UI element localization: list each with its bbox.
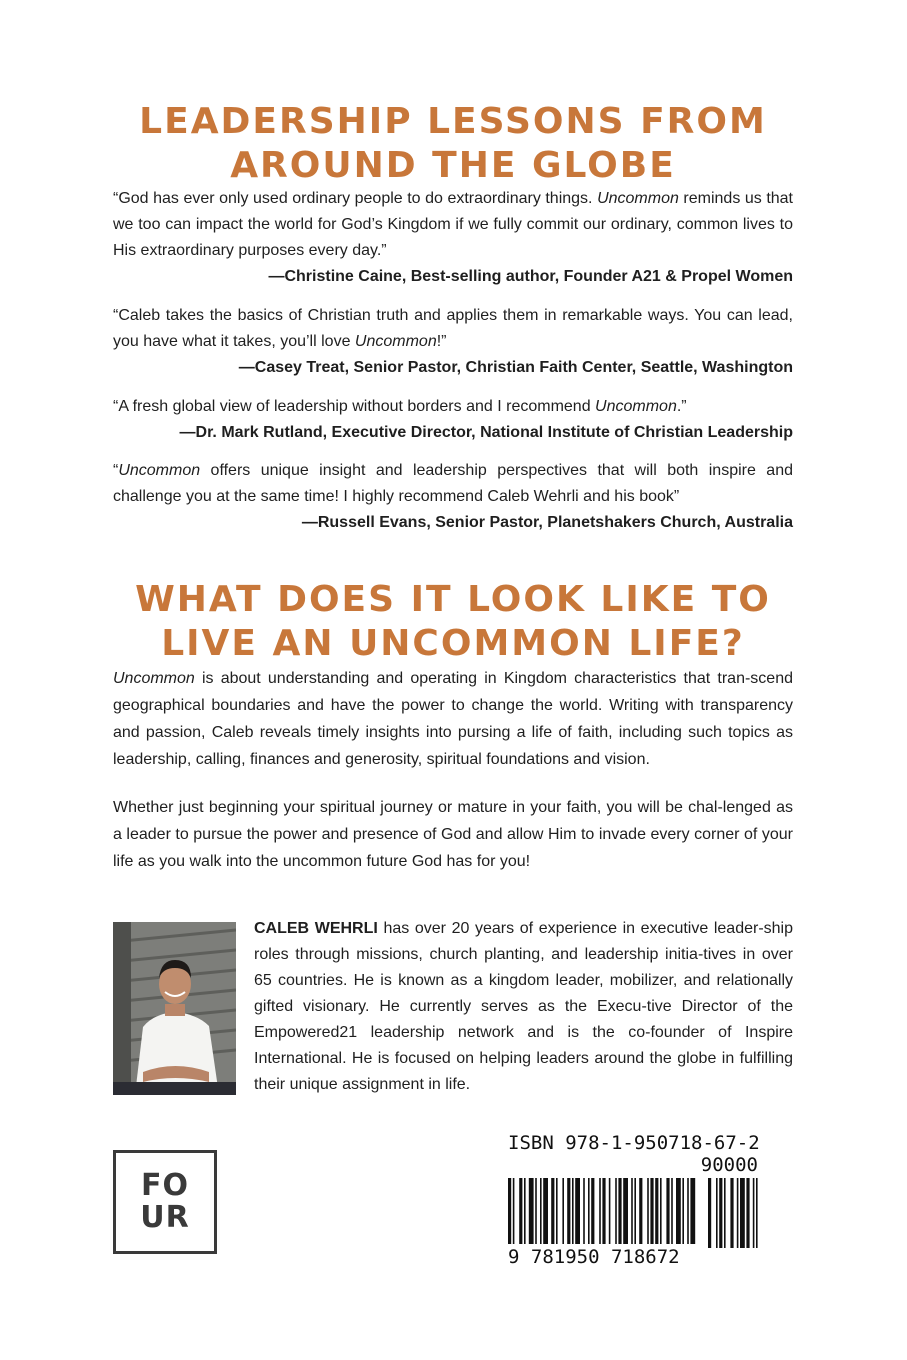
endorsement-quote: [113, 394, 793, 446]
quote-text: reminds us that we too can impact the world for God’s Kingdom if we fully commit our ordinary, common lives to His extraordinary purposes every day.”: [113, 190, 794, 259]
barcode-bar: [634, 1178, 636, 1244]
barcode-bar: [540, 1178, 542, 1244]
quote-text: .”: [676, 398, 687, 415]
bio-text: has over 20 years of experience in executive leader-ship roles through missions, church planting, and leadership initia-tives in over 65 countries. He is known as a kingdom leader, mobilizer, and relationally gifted visionary. He currently serves as the Execu-tive Director of the Empowered21 leadership network and is the co-founder of Inspire International. He is focused on helping leaders around the globe in fulfilling their unique assignment in life.: [254, 920, 794, 1093]
book-title: Uncommon: [595, 398, 677, 415]
addon-bar: [708, 1178, 711, 1248]
author-photo-image: [113, 922, 236, 1095]
author-bio: [254, 916, 793, 1098]
barcode-bar: [647, 1178, 649, 1244]
paragraph-text: is about understanding and operating in Kingdom characteristics that tran-scend geographical boundaries and have the power to change the world. Writing with transparency and passion, Caleb reveals timely insights into pursing a life of faith, including such topics as leadership, calling, finances and generosity, spiritual foundations and vision.: [113, 670, 793, 768]
quote-text: “Caleb takes the basics of Christian truth and applies them in remarkable ways. You can lead, you have what it takes, you’ll love: [113, 307, 793, 350]
addon-bar: [737, 1178, 739, 1248]
description-paragraph: [113, 794, 793, 875]
endorsement-quote: [113, 303, 793, 381]
addon-bar: [719, 1178, 722, 1248]
barcode-bar: [543, 1178, 548, 1244]
barcode-bar: [639, 1178, 642, 1244]
heading-line-2: LIVE AN UNCOMMON LIFE?: [161, 623, 745, 664]
barcode-bar: [650, 1178, 653, 1244]
logo-line-1: FO: [141, 1168, 189, 1203]
barcode-bar: [623, 1178, 628, 1244]
barcode-bar: [682, 1178, 684, 1244]
barcode-bar: [618, 1178, 621, 1244]
barcode-bar: [599, 1178, 601, 1244]
publisher-logo: [113, 1150, 217, 1254]
addon-bar: [740, 1178, 745, 1248]
barcode-bar: [666, 1178, 669, 1244]
barcode-bar: [508, 1178, 511, 1244]
quote-text: “God has ever only used ordinary people to do extraordinary things.: [113, 190, 598, 207]
quote-attribution: —Christine Caine, Best-selling author, Founder A21 & Propel Women: [268, 268, 793, 285]
barcode-bar: [567, 1178, 570, 1244]
addon-bar: [716, 1178, 718, 1248]
addon-bar: [753, 1178, 755, 1248]
book-title: Uncommon: [597, 190, 679, 207]
isbn-barcode: [508, 1132, 798, 1272]
author-photo: [113, 922, 236, 1095]
barcode-bar: [615, 1178, 617, 1244]
barcode-bar: [556, 1178, 558, 1244]
quote-attribution: —Russell Evans, Senior Pastor, Planetshakers Church, Australia: [301, 514, 793, 531]
barcode-digits: 9 781950 718672: [508, 1246, 680, 1268]
barcode-bar: [671, 1178, 673, 1244]
barcode-bar: [690, 1178, 695, 1244]
barcode-bar: [631, 1178, 633, 1244]
barcode-bar: [676, 1178, 681, 1244]
barcode-bar: [551, 1178, 554, 1244]
author-name: CALEB WEHRLI: [254, 920, 378, 937]
quote-text: “A fresh global view of leadership without borders and I recommend: [113, 398, 596, 415]
barcode-bar: [529, 1178, 534, 1244]
book-title: Uncommon: [354, 333, 437, 350]
barcode-bar: [660, 1178, 662, 1244]
barcode-bar: [602, 1178, 605, 1244]
logo-line-2: UR: [140, 1200, 190, 1235]
isbn-label: ISBN 978-1-950718-67-2: [508, 1132, 760, 1154]
barcode-bar: [588, 1178, 590, 1244]
barcode-bar: [687, 1178, 689, 1244]
paragraph-text: Whether just beginning your spiritual journey or mature in your faith, you will be chal-lenged as a leader to pursue the power and presence of God and allow Him to invade every corner of your life as you walk into the uncommon future God has for you!: [113, 799, 793, 870]
barcode-bar: [583, 1178, 585, 1244]
barcode-bar: [562, 1178, 564, 1244]
barcode-bar: [524, 1178, 526, 1244]
heading-line-2: AROUND THE GLOBE: [230, 145, 676, 186]
book-title: Uncommon: [113, 670, 195, 687]
barcode-bar: [513, 1178, 515, 1244]
price-addon: 90000: [700, 1154, 758, 1176]
addon-bar: [746, 1178, 749, 1248]
addon-bar: [756, 1178, 758, 1248]
quote-text: !”: [436, 333, 447, 350]
barcode-bar: [609, 1178, 611, 1244]
description-paragraph: [113, 665, 793, 773]
heading-uncommon-life: [113, 578, 793, 666]
heading-leadership-lessons: [113, 100, 793, 188]
heading-line-1: LEADERSHIP LESSONS FROM: [139, 101, 767, 142]
quote-text: “: [113, 462, 119, 479]
heading-line-1: WHAT DOES IT LOOK LIKE TO: [135, 579, 771, 620]
barcode-bars: [508, 1178, 798, 1248]
quote-text: offers unique insight and leadership perspectives that will both inspire and challenge you at the same time! I highly recommend Caleb Wehrli and his book”: [113, 462, 793, 505]
addon-bar: [730, 1178, 733, 1248]
barcode-bar: [591, 1178, 594, 1244]
barcode-bar: [655, 1178, 658, 1244]
endorsement-quote: [113, 458, 793, 536]
addon-bar: [724, 1178, 726, 1248]
quote-attribution: —Dr. Mark Rutland, Executive Director, National Institute of Christian Leadership: [179, 424, 793, 441]
barcode-bar: [535, 1178, 537, 1244]
book-title: Uncommon: [118, 462, 201, 479]
barcode-bar: [575, 1178, 580, 1244]
barcode-bar: [519, 1178, 522, 1244]
barcode-bar: [572, 1178, 574, 1244]
quote-attribution: —Casey Treat, Senior Pastor, Christian Faith Center, Seattle, Washington: [238, 359, 793, 376]
endorsement-quote: [113, 186, 793, 290]
